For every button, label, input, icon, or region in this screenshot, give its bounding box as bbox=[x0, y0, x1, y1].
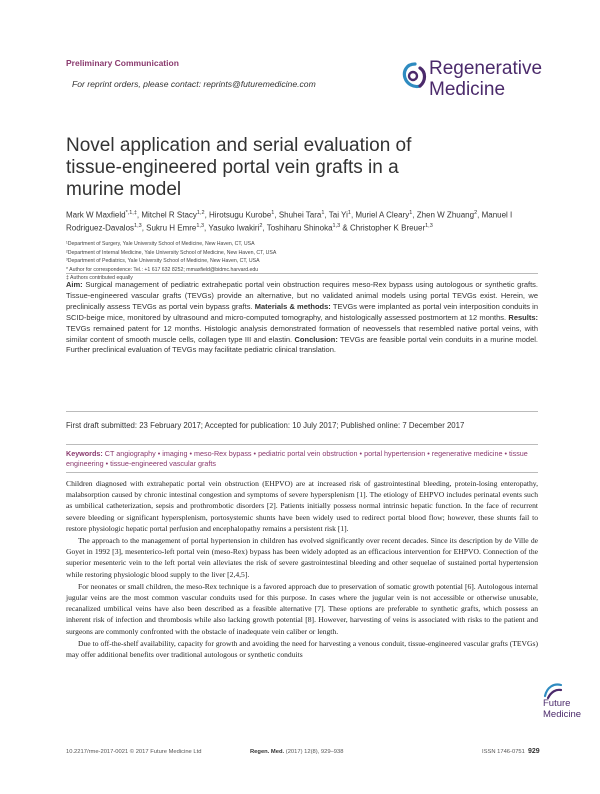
footer-journal: Regen. Med. bbox=[250, 749, 285, 755]
author-affiliation-marker: 1 bbox=[271, 210, 275, 216]
footer-issn: ISSN 1746-0751 bbox=[482, 749, 525, 755]
affiliation-1: ¹Department of Surgery, Yale University School of Medicine, New Haven, CT, USA bbox=[66, 241, 255, 247]
author-name: Sukru H Emre bbox=[146, 223, 197, 233]
author-name: Christopher K Breuer bbox=[349, 223, 426, 233]
journal-logo bbox=[402, 56, 572, 104]
author-separator: & bbox=[340, 223, 350, 233]
author-affiliation-marker: 1 bbox=[321, 210, 325, 216]
body-text bbox=[66, 478, 538, 661]
author-separator: , bbox=[412, 210, 417, 220]
author-affiliation-marker: 2 bbox=[474, 210, 478, 216]
body-paragraph-3: For neonates or small children, the meso-Rex technique is a favored approach due to preservation of somatic growth potential [6]. Autologous internal jugular veins are the most common vascular conduits used for this purpose. In cases where the jugular vein is not accessible or otherwise unusable, recanalized umbilical veins have also been described as a feasible alternative [7]. These options are preferable to synthetic grafts, which possess an inherent risk of infection and thrombosis while also lacking growth potential [8]. However, harvesting of veins is associated with risks to the patient and surgeons are commonly confronted with the obstacle of inadequate vein caliber or length. bbox=[66, 581, 538, 636]
affiliations bbox=[66, 240, 536, 283]
body-paragraph-2: The approach to the management of portal hypertension in children has evolved significantly over recent decades. Since its description by de Ville de Goyet in 1992 [3], mesenterico-left portal vein (meso-Rex) bypass has been widely adopted as an efficacious intervention for EHPVO. Connection of the superior mesenteric vein to the left portal vein alleviates the risk of severe gastrointestinal bleeding and other sequelae of sustained portal hypertension while restoring physiologic blood supply to the liver [2,4,5]. bbox=[66, 536, 538, 579]
reprint-notice: For reprint orders, please contact: reprints@futuremedicine.com bbox=[72, 79, 316, 89]
author-affiliation-marker: 2 bbox=[259, 222, 263, 229]
abstract-results-text: TEVGs remained patent for 12 months. Histologic analysis demonstrated formation of neovessels that resembled native portal veins, with similar content of smooth muscle cells, collagen type III and elastin. bbox=[66, 323, 538, 344]
author-affiliation-marker: 1,3 bbox=[134, 222, 142, 229]
abstract-aim-label: Aim: bbox=[66, 280, 83, 289]
footer-doi: 10.2217/rme-2017-0021 © 2017 Future Medicine Ltd bbox=[66, 749, 202, 755]
publication-dates: First draft submitted: 23 February 2017; Accepted for publication: 10 July 2017; Published online: 7 December 2017 bbox=[66, 421, 465, 430]
keyword: portal hypertension bbox=[364, 449, 426, 458]
equal-contribution-note: ‡ Authors contributed equally bbox=[66, 275, 133, 281]
keyword-list bbox=[66, 449, 528, 468]
keyword: imaging bbox=[162, 449, 188, 458]
keyword: regenerative medicine bbox=[431, 449, 503, 458]
article-title: Novel application and serial evaluation of tissue-engineered portal vein grafts in a murine model bbox=[66, 135, 412, 200]
keywords-label: Keywords: bbox=[66, 449, 103, 458]
affiliation-3: ³Department of Pediatrics, Yale University School of Medicine, New Haven, CT, USA bbox=[66, 258, 260, 264]
keyword: tissue-engineered vascular grafts bbox=[110, 459, 216, 468]
footer-citation-detail: (2017) 12(8), 929–938 bbox=[284, 749, 344, 755]
author-separator: , bbox=[204, 210, 210, 220]
author-name: Toshiharu Shinoka bbox=[266, 223, 333, 233]
author-separator: , bbox=[262, 223, 267, 233]
author-name: Tai Yi bbox=[328, 210, 348, 220]
keyword-separator: • bbox=[427, 449, 430, 458]
author-affiliation-marker: 1 bbox=[409, 210, 413, 216]
author-name: Mitchel R Stacy bbox=[141, 210, 197, 220]
author-separator: , bbox=[136, 210, 142, 220]
body-paragraph-1: Children diagnosed with extrahepatic portal vein obstruction (EHPVO) are at increased risk of gastrointestinal bleeding, protein-losing enteropathy, malabsorption caused by chronic intestinal congestion and symptoms of severe hypersplenism [1]. The etiology of EHPVO includes perinatal events such as umbilical catheterization, sepsis and prothrombotic disorders [2]. Patients initially possess normal intrinsic hepatic function. In the face of recurrent severe bleeding or significant hypersplenism, portosystemic shunts have been widely used to redirect portal blood flow; however, these shunts fail to restore physiologic hepatic portal perfusion and encephalopathy remains a persistent risk [1]. bbox=[66, 479, 538, 533]
journal-logo-line1: Regenerative bbox=[429, 58, 543, 79]
abstract-methods-text: TEVGs were implanted as portal vein interposition conduits in SCID-beige mice, monitored by ultrasound and micro-computed tomography, and histologically assessed postmortem at 12 months. bbox=[66, 301, 539, 322]
keyword-separator: • bbox=[105, 459, 109, 468]
author-list bbox=[66, 208, 536, 233]
author-separator: , bbox=[141, 223, 147, 233]
future-medicine-line1: Future bbox=[543, 698, 571, 709]
keyword-separator: • bbox=[504, 449, 507, 458]
page-number: 929 bbox=[528, 748, 540, 755]
keyword: tissue engineering bbox=[66, 449, 528, 468]
journal-logo-line2: Medicine bbox=[429, 79, 506, 100]
future-medicine-line2: Medicine bbox=[543, 709, 582, 720]
author-name: Yasuko Iwakiri bbox=[208, 223, 260, 233]
keyword: pediatric portal vein obstruction bbox=[258, 449, 358, 458]
author-name: Shuhei Tara bbox=[278, 210, 322, 220]
journal-logo-icon bbox=[402, 62, 428, 92]
affiliation-2: ²Department of Internal Medicine, Yale University School of Medicine, New Haven, CT, USA bbox=[66, 249, 277, 256]
dates-bottom-rule bbox=[66, 444, 538, 445]
section-label: Preliminary Communication bbox=[66, 58, 179, 68]
author-name: Hirotsugu Kurobe bbox=[209, 210, 272, 220]
author-separator: , bbox=[204, 223, 209, 233]
abstract-results-label: Results: bbox=[508, 312, 538, 322]
keyword: CT angiography bbox=[104, 449, 156, 458]
author-name: Mark W Maxfield bbox=[66, 210, 126, 220]
keyword-separator: • bbox=[157, 449, 161, 458]
author-name: Muriel A Cleary bbox=[355, 210, 410, 220]
author-separator: , bbox=[274, 210, 279, 220]
abstract-aim-text: Surgical management of pediatric extrahepatic portal vein obstruction requires meso-Rex bypass using autologous or synthetic grafts. Tissue-engineered vascular grafts (TEVGs) provide an alternative, but no validated animal models using portal TEVGs exist. Herein, we preclinically assess TEVGs as portal vein bypass grafts. bbox=[66, 280, 538, 311]
author-affiliation-marker: 1,3 bbox=[425, 222, 433, 229]
keywords-bottom-rule bbox=[66, 472, 538, 473]
abstract bbox=[66, 280, 538, 356]
abstract-methods-label: Materials & methods: bbox=[254, 301, 331, 311]
footer-citation bbox=[250, 749, 343, 755]
abstract-bottom-rule bbox=[66, 411, 538, 412]
future-medicine-logo bbox=[543, 682, 593, 730]
author-affiliation-marker: 1,3 bbox=[332, 222, 341, 229]
author-affiliation-marker: 1,3 bbox=[196, 222, 205, 229]
abstract-conclusion-text: TEVGs are feasible portal vein conduits in a murine model. Further preclinical evaluation of TEVGs may facilitate pediatric clinical translation. bbox=[66, 334, 538, 355]
correspondence: * Author for correspondence: Tel.: +1 617 632 8252; mmaxfield@bidmc.harvard.edu bbox=[66, 266, 259, 273]
author-affiliation-marker: 1,2 bbox=[196, 210, 205, 216]
author-separator: , bbox=[324, 210, 329, 220]
keyword-separator: • bbox=[359, 449, 363, 458]
keywords bbox=[66, 449, 538, 469]
abstract-top-rule bbox=[66, 273, 538, 274]
author-separator: , bbox=[477, 210, 482, 220]
keyword-separator: • bbox=[189, 449, 192, 458]
author-separator: , bbox=[350, 210, 356, 220]
body-paragraph-4: Due to off-the-shelf availability, capacity for growth and avoiding the need for harvesting a venous conduit, tissue-engineered vascular grafts (TEVGs) may offer additional benefits over traditional autologous or synthetic conduits bbox=[66, 638, 538, 660]
author-affiliation-marker: 1 bbox=[347, 210, 351, 216]
author-name: Manuel I Rodriguez-Davalos bbox=[66, 210, 513, 233]
author-affiliation-marker: *,1,‡ bbox=[125, 210, 137, 216]
abstract-conclusion-label: Conclusion: bbox=[294, 334, 338, 344]
keyword-separator: • bbox=[253, 449, 257, 458]
keyword: meso-Rex bypass bbox=[194, 449, 252, 458]
author-name: Zhen W Zhuang bbox=[416, 210, 475, 220]
